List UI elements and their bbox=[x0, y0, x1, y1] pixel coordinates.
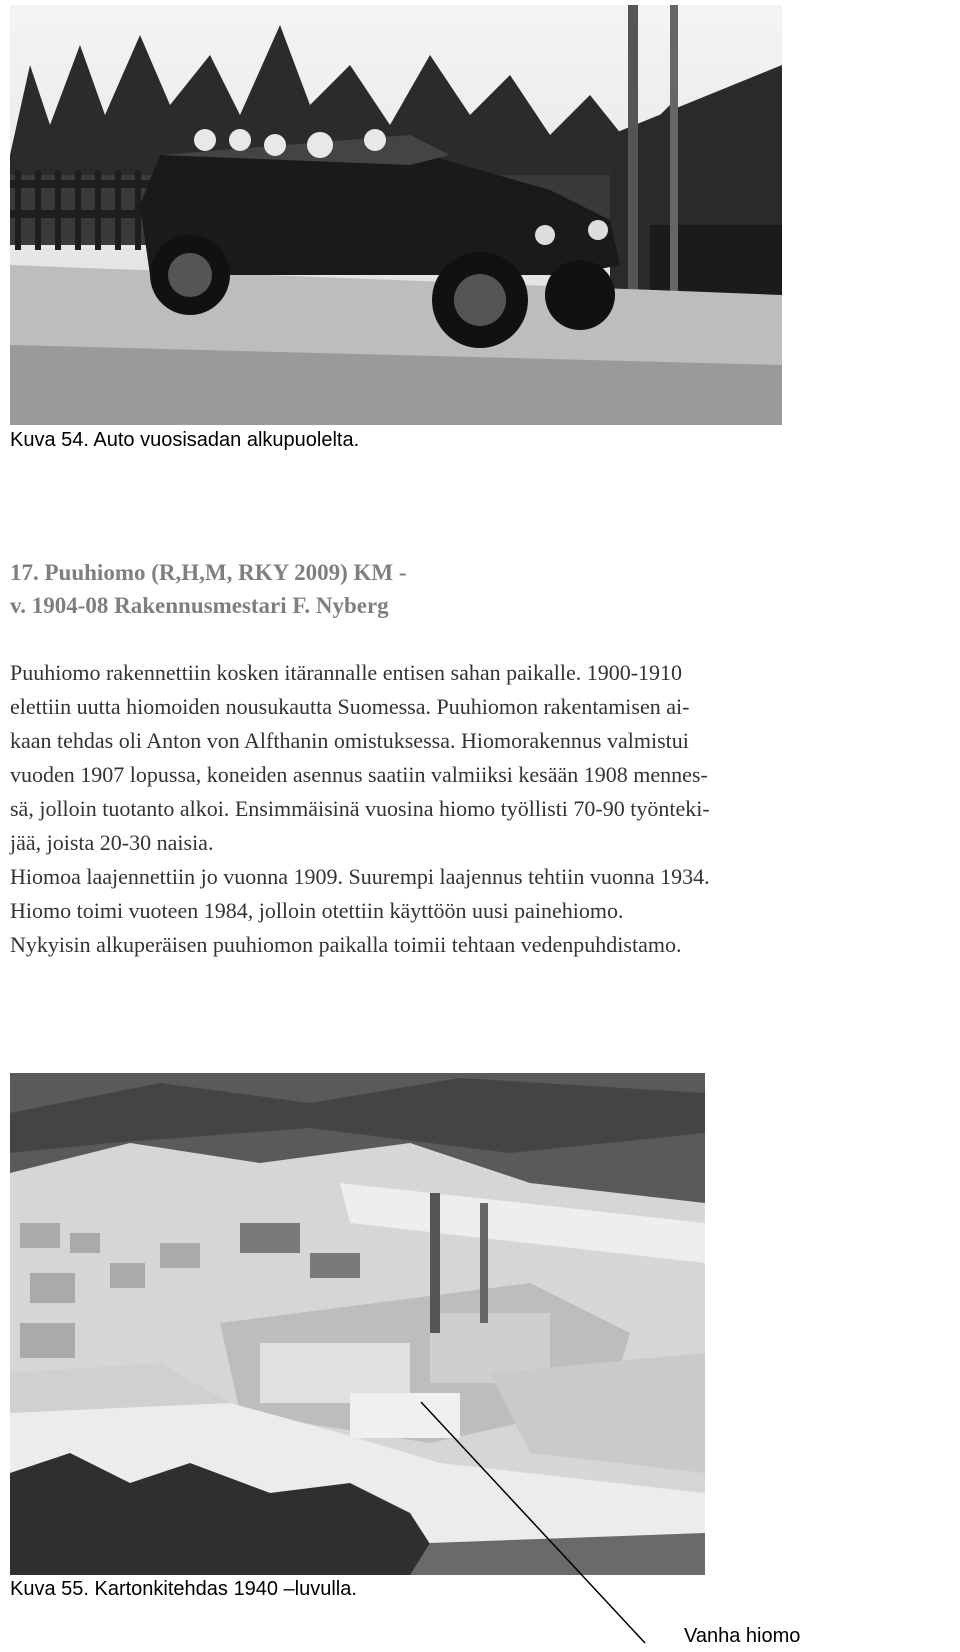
car-photo bbox=[10, 5, 782, 425]
annotation-old-grinding-mill: Vanha hiomo bbox=[684, 1625, 801, 1647]
section-body bbox=[10, 656, 955, 962]
body-line: Hiomo toimi vuoteen 1984, jolloin otettiin käyttöön uusi painehiomo. bbox=[10, 898, 624, 923]
photo-caption-54: Kuva 54. Auto vuosisadan alkupuolelta. bbox=[10, 429, 360, 451]
photo-caption-55: Kuva 55. Kartonkitehdas 1940 –luvulla. bbox=[10, 1578, 357, 1600]
body-line: Nykyisin alkuperäisen puuhiomon paikalla toimii tehtaan vedenpuhdistamo. bbox=[10, 932, 682, 957]
factory-aerial-photo bbox=[10, 1073, 705, 1575]
body-line: sä, jolloin tuotanto alkoi. Ensimmäisinä vuosina hiomo työllisti 70-90 työnteki- bbox=[10, 796, 710, 821]
body-line: Hiomoa laajennettiin jo vuonna 1909. Suurempi laajennus tehtiin vuonna 1934. bbox=[10, 864, 710, 889]
body-line: vuoden 1907 lopussa, koneiden asennus saatiin valmiiksi kesään 1908 mennes- bbox=[10, 762, 708, 787]
body-line: Puuhiomo rakennettiin kosken itärannalle entisen sahan paikalle. 1900-1910 bbox=[10, 660, 683, 685]
section-heading-line2: v. 1904-08 Rakennusmestari F. Nyberg bbox=[10, 593, 389, 618]
body-line: elettiin uutta hiomoiden nousukautta Suomessa. Puuhiomon rakentamisen ai- bbox=[10, 694, 690, 719]
section-heading-line1: 17. Puuhiomo (R,H,M, RKY 2009) KM - bbox=[10, 560, 407, 585]
body-line: jää, joista 20-30 naisia. bbox=[10, 830, 214, 855]
body-line: kaan tehdas oli Anton von Alfthanin omistuksessa. Hiomorakennus valmistui bbox=[10, 728, 689, 753]
